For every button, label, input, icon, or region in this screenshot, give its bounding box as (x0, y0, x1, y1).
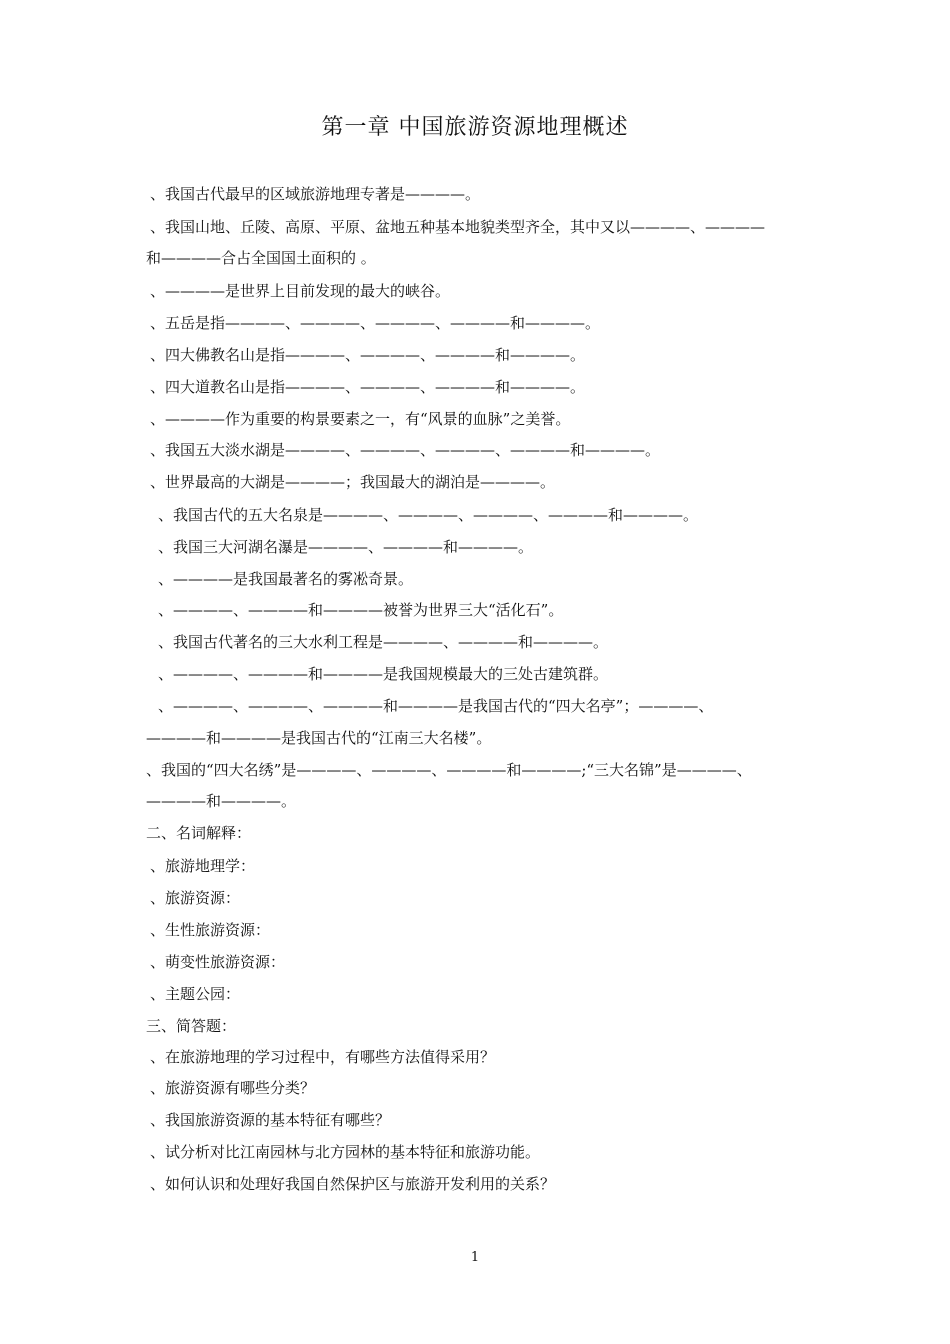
question-line: ————和————。 (146, 792, 297, 810)
short-answer-line: 、如何认识和处理好我国自然保护区与旅游开发利用的关系？ (150, 1175, 556, 1193)
short-answer-line: 、旅游资源有哪些分类？ (150, 1079, 316, 1097)
section-heading: 三、简答题： (146, 1017, 237, 1035)
question-line: 、————是我国最著名的雾凇奇景。 (158, 570, 414, 588)
question-line: 、我国古代最早的区域旅游地理专著是————。 (150, 185, 481, 203)
term-line: 、生性旅游资源： (150, 921, 271, 939)
question-line: 、我国五大淡水湖是————、————、————、————和————。 (150, 441, 661, 459)
question-line: 、————作为重要的构景要素之一，有“风景的血脉”之美誉。 (150, 410, 571, 428)
term-line: 、旅游地理学： (150, 857, 256, 875)
question-line: 、五岳是指————、————、————、————和————。 (150, 314, 601, 332)
term-line: 、旅游资源： (150, 889, 241, 907)
question-line: 、我国古代著名的三大水利工程是————、————和————。 (158, 633, 609, 651)
question-line: 、四大佛教名山是指————、————、————和————。 (150, 346, 586, 364)
short-answer-line: 、在旅游地理的学习过程中，有哪些方法值得采用？ (150, 1048, 496, 1066)
question-line: 、我国的“四大名绣”是————、————、————和————;“三大名锦”是————、 (146, 761, 752, 779)
short-answer-line: 、试分析对比江南园林与北方园林的基本特征和旅游功能。 (150, 1143, 541, 1161)
question-line: 、————是世界上目前发现的最大的峡谷。 (150, 282, 451, 300)
question-line: 和————合占全国国土面积的 。 (146, 249, 376, 267)
short-answer-line: 、我国旅游资源的基本特征有哪些？ (150, 1111, 391, 1129)
term-line: 、主题公园： (150, 985, 241, 1003)
question-line: 、我国三大河湖名瀑是————、————和————。 (158, 538, 534, 556)
question-line: 、四大道教名山是指————、————、————和————。 (150, 378, 586, 396)
page-number: 1 (470, 1250, 480, 1265)
question-line: 、世界最高的大湖是————；我国最大的湖泊是————。 (150, 473, 556, 491)
section-heading: 二、名词解释： (146, 824, 252, 842)
term-line: 、萌变性旅游资源： (150, 953, 286, 971)
question-line: 、————、————和————被誉为世界三大“活化石”。 (158, 601, 564, 619)
question-line: 、————、————、————和————是我国古代的“四大名亭”；————、 (158, 697, 714, 715)
question-line: 、我国山地、丘陵、高原、平原、盆地五种基本地貌类型齐全，其中又以————、———— (150, 218, 766, 236)
chapter-title: 第一章 中国旅游资源地理概述 (321, 115, 629, 140)
question-line: 、————、————和————是我国规模最大的三处古建筑群。 (158, 665, 609, 683)
question-line: 、我国古代的五大名泉是————、————、————、————和————。 (158, 506, 699, 524)
question-line: ————和————是我国古代的“江南三大名楼”。 (146, 729, 492, 747)
